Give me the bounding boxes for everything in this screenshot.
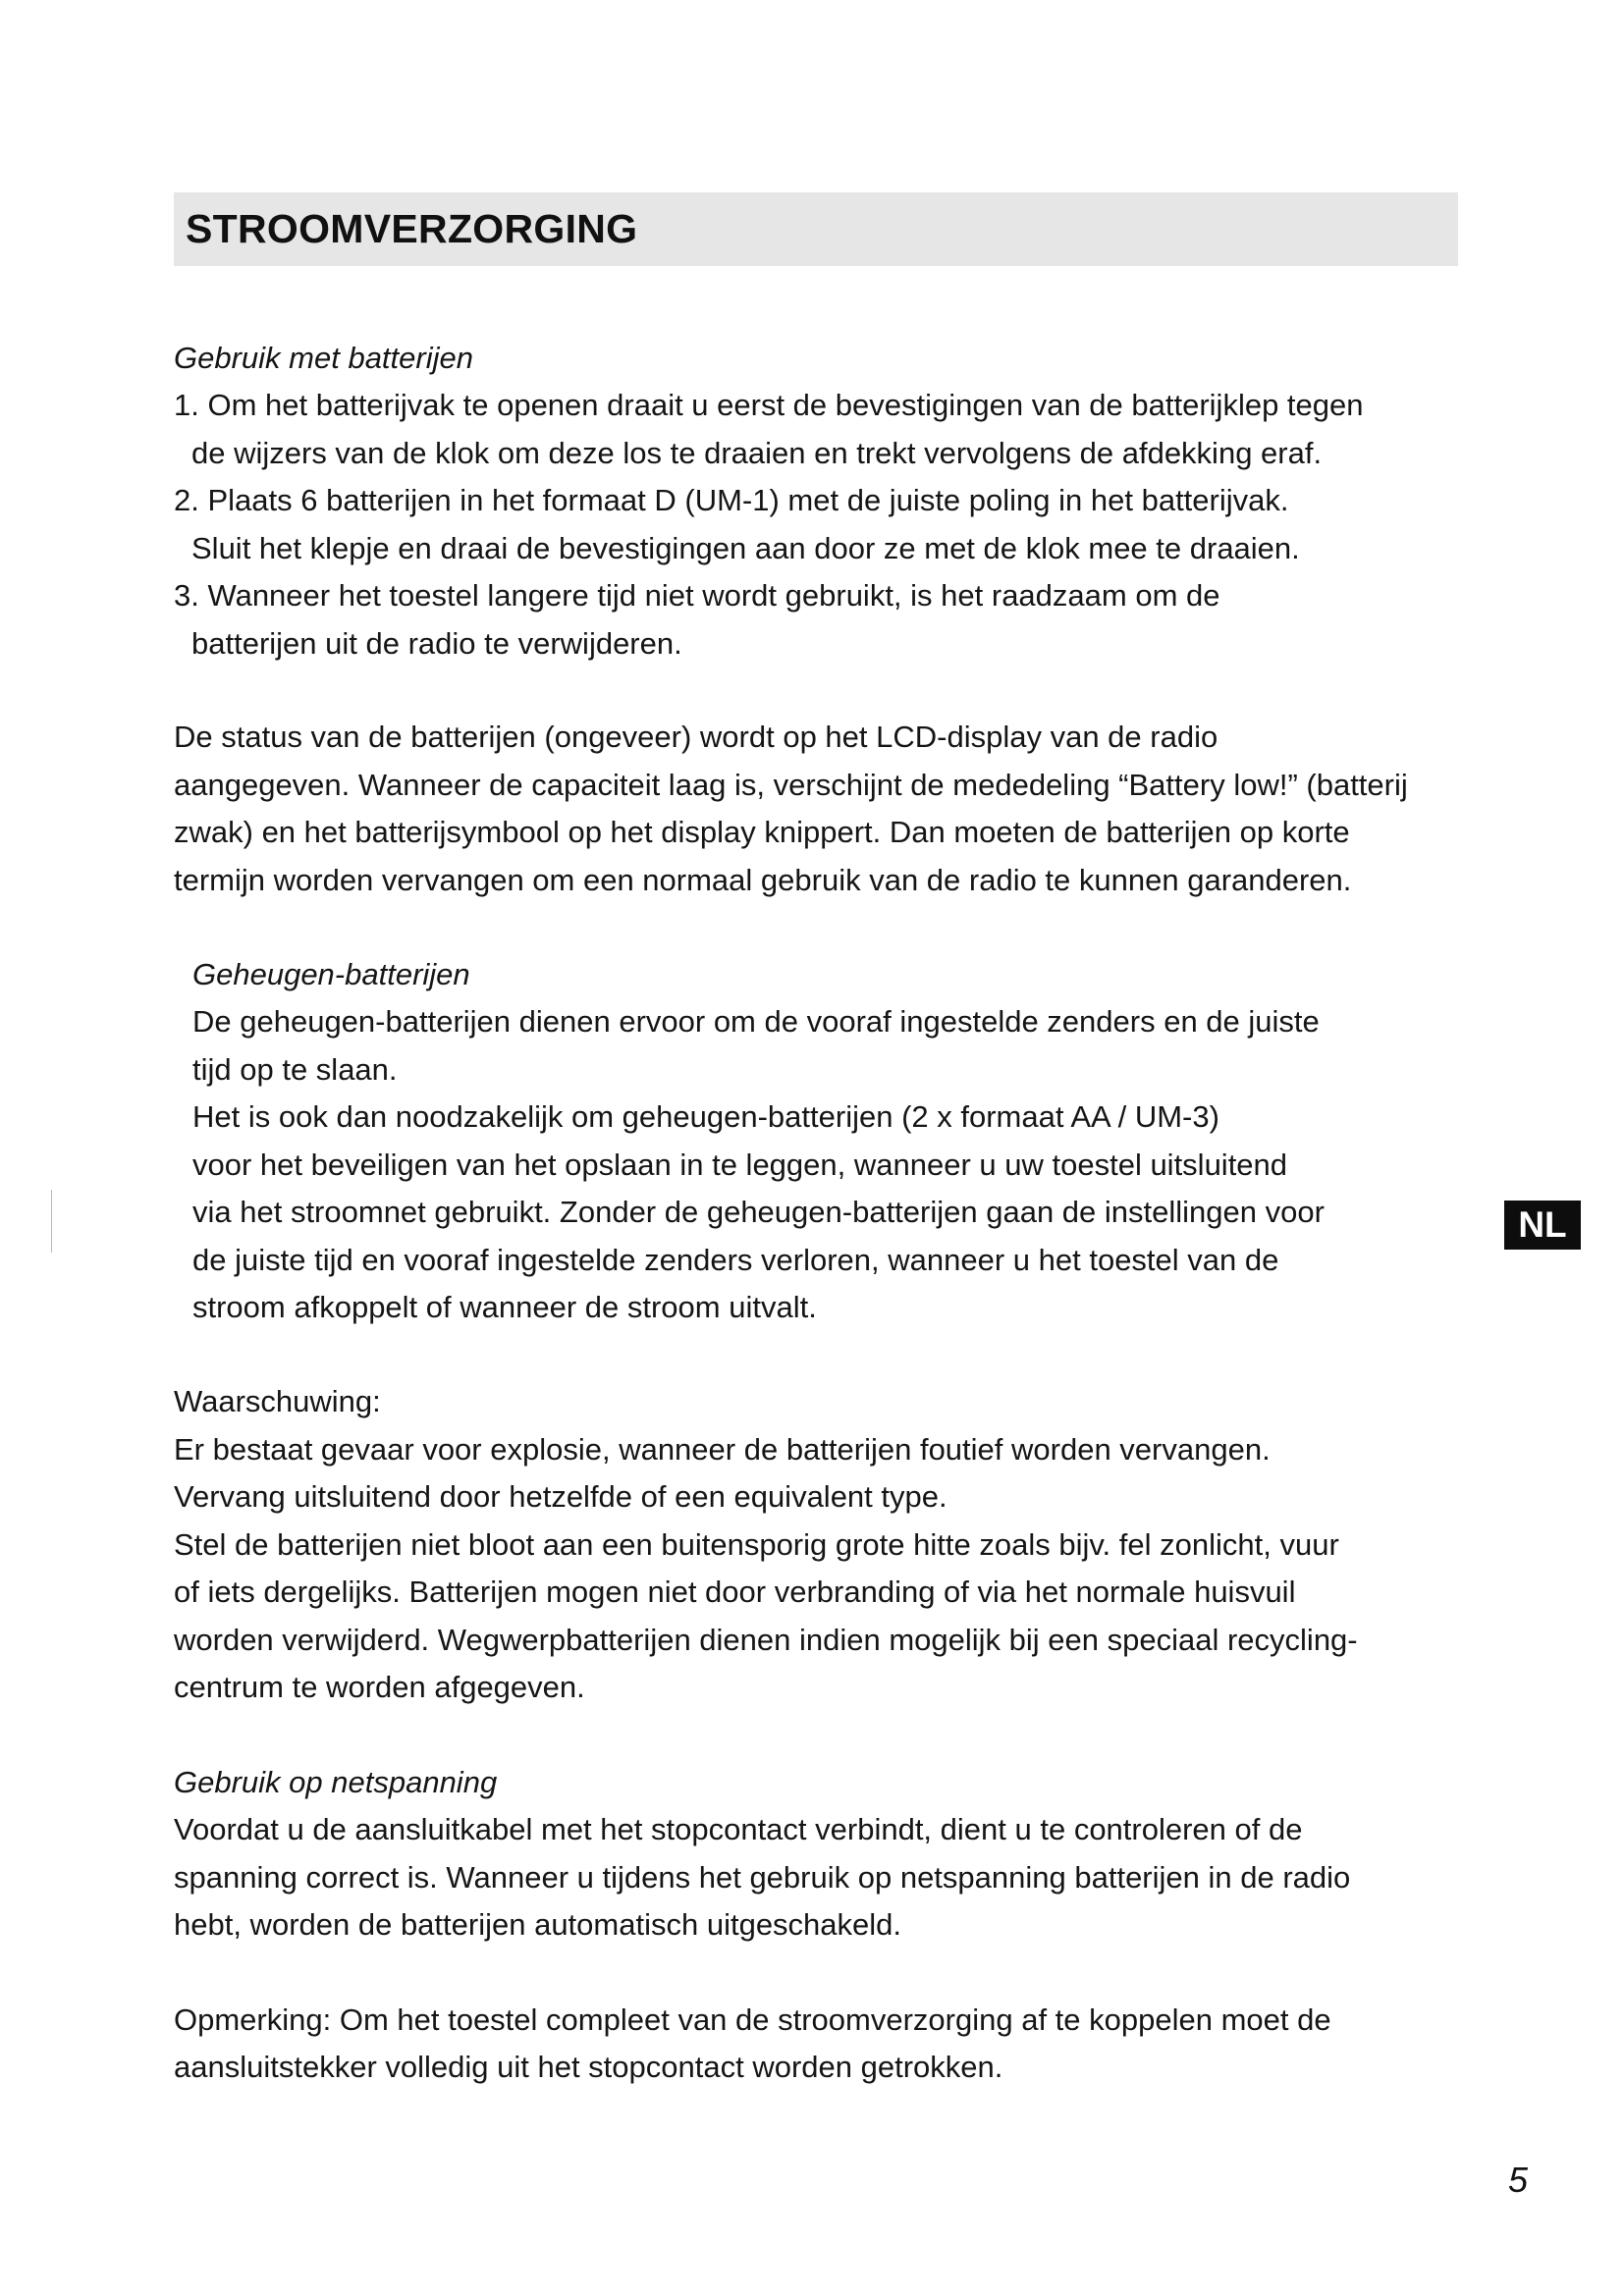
page-number: 5 [1508, 2160, 1529, 2200]
battery-step-2-cont: Sluit het klepje en draai de bevestigingen aan door ze met de klok mee te draaien. [191, 531, 1300, 565]
battery-step-1: 1. Om het batterijvak te openen draait u eerst de bevestigingen van de batterijklep tegen [174, 388, 1364, 422]
margin-rule [51, 1190, 52, 1253]
status-line: zwak) en het batterijsymbool op het display knippert. Dan moeten de batterijen op korte [174, 815, 1350, 849]
memory-line: tijd op te slaan. [192, 1052, 398, 1087]
warning-line: Er bestaat gevaar voor explosie, wanneer de batterijen foutief worden vervangen. [174, 1432, 1271, 1467]
memory-line: voor het beveiligen van het opslaan in te leggen, wanneer u uw toestel uitsluitend [192, 1148, 1288, 1182]
warning-line: centrum te worden afgegeven. [174, 1670, 585, 1704]
mains-line: Voordat u de aansluitkabel met het stopcontact verbindt, dient u te controleren of de [174, 1812, 1303, 1846]
language-tab: NL [1504, 1201, 1581, 1250]
battery-step-1-cont: de wijzers van de klok om deze los te draaien en trekt vervolgens de afdekking eraf. [191, 436, 1323, 470]
note-line: aansluitstekker volledig uit het stopcontact worden getrokken. [174, 2050, 1003, 2084]
warning-heading: Waarschuwing: [174, 1384, 381, 1418]
warning-line: worden verwijderd. Wegwerpbatterijen dienen indien mogelijk bij een speciaal recycling- [174, 1623, 1358, 1657]
battery-step-2: 2. Plaats 6 batterijen in het formaat D (UM-1) met de juiste poling in het batterijvak. [174, 483, 1289, 517]
warning-line: of iets dergelijks. Batterijen mogen niet door verbranding of via het normale huisvuil [174, 1575, 1296, 1609]
memory-line: Het is ook dan noodzakelijk om geheugen-batterijen (2 x formaat AA / UM-3) [192, 1099, 1219, 1134]
page-title: STROOMVERZORGING [186, 206, 638, 251]
section-title-bar [174, 192, 1458, 266]
warning-line: Stel de batterijen niet bloot aan een buitensporig grote hitte zoals bijv. fel zonlicht, vuur [174, 1527, 1339, 1562]
memory-line: De geheugen-batterijen dienen ervoor om de vooraf ingestelde zenders en de juiste [192, 1004, 1320, 1039]
memory-line: de juiste tijd en vooraf ingestelde zenders verloren, wanneer u het toestel van de [192, 1243, 1279, 1277]
mains-heading: Gebruik op netspanning [174, 1765, 498, 1799]
mains-line: hebt, worden de batterijen automatisch uitgeschakeld. [174, 1907, 902, 1942]
memory-line: via het stroomnet gebruikt. Zonder de geheugen-batterijen gaan de instellingen voor [192, 1195, 1325, 1229]
battery-use-heading: Gebruik met batterijen [174, 341, 473, 375]
note-line: Opmerking: Om het toestel compleet van de stroomverzorging af te koppelen moet de [174, 2002, 1331, 2037]
status-line: De status van de batterijen (ongeveer) wordt op het LCD-display van de radio [174, 720, 1218, 754]
memory-line: stroom afkoppelt of wanneer de stroom uitvalt. [192, 1290, 817, 1324]
status-line: aangegeven. Wanneer de capaciteit laag is, verschijnt de mededeling “Battery low!” (batterij [174, 768, 1408, 802]
status-line: termijn worden vervangen om een normaal gebruik van de radio te kunnen garanderen. [174, 863, 1352, 897]
warning-line: Vervang uitsluitend door hetzelfde of een equivalent type. [174, 1479, 947, 1514]
battery-step-3: 3. Wanneer het toestel langere tijd niet wordt gebruikt, is het raadzaam om de [174, 578, 1220, 613]
mains-line: spanning correct is. Wanneer u tijdens het gebruik op netspanning batterijen in de radio [174, 1860, 1351, 1895]
memory-heading: Geheugen-batterijen [192, 957, 470, 991]
battery-step-3-cont: batterijen uit de radio te verwijderen. [191, 626, 682, 661]
